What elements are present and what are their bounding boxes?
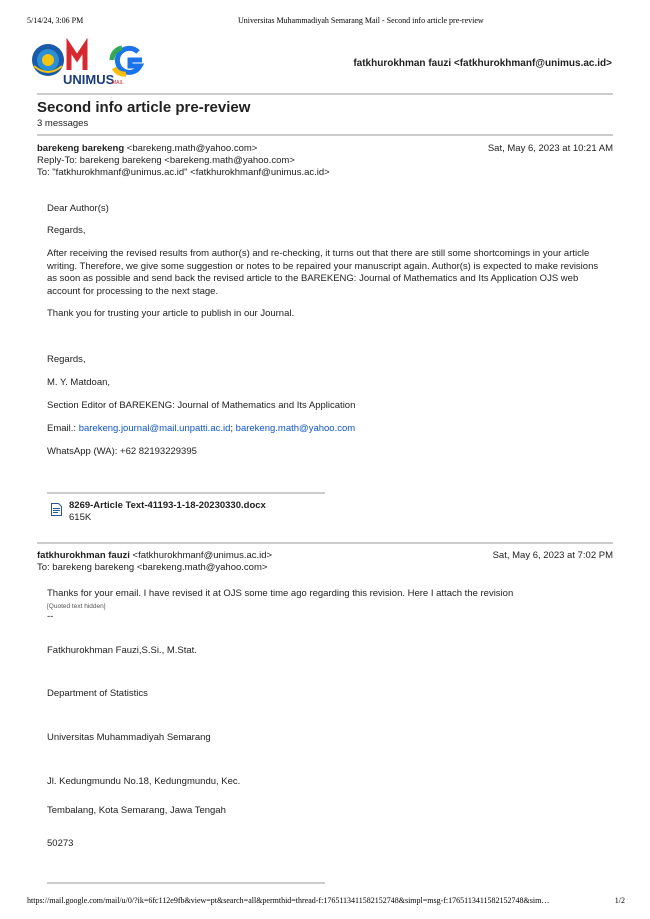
signature-address-1: Jl. Kedungmundu No.18, Kedungmundu, Kec.	[47, 776, 241, 787]
logo-graphic	[30, 38, 150, 88]
editor-role: Section Editor of BAREKENG: Journal of Mathematics and Its Application	[47, 400, 356, 411]
editor-emails	[47, 423, 607, 436]
attachment-divider	[47, 492, 325, 494]
signature-bottom-divider	[47, 882, 325, 884]
message-count: 3 messages	[37, 118, 89, 129]
recipient: To: barekeng barekeng <barekeng.math@yahoo.com>	[37, 562, 268, 573]
message-2-header	[37, 550, 272, 574]
account-address: fatkhurokhman fauzi <fatkhurokhmanf@unimus.ac.id>	[353, 58, 612, 69]
message-2-date: Sat, May 6, 2023 at 7:02 PM	[492, 550, 613, 561]
sender-name: fatkhurokhman fauzi	[37, 550, 130, 561]
subject-divider	[37, 134, 613, 136]
whatsapp-contact: WhatsApp (WA): +62 82193229395	[47, 446, 197, 457]
journal-email-link[interactable]: barekeng.journal@mail.unpatti.ac.id	[78, 423, 231, 434]
signature-address-2: Tembalang, Kota Semarang, Jawa Tengah	[47, 805, 226, 816]
signature-name: Fatkhurokhman Fauzi,S.Si., M.Stat.	[47, 645, 197, 656]
message-1-date: Sat, May 6, 2023 at 10:21 AM	[487, 143, 613, 154]
header-divider	[37, 93, 613, 95]
thread-subject: Second info article pre-review	[37, 99, 251, 116]
page-number: 1/2	[614, 896, 625, 905]
message-1-header	[37, 143, 330, 179]
email-label: Email.:	[47, 423, 77, 434]
print-url: https://mail.google.com/mail/u/0/?ik=6fc112e9fb&view=pt&search=all&permthid=thread-f:1765113411582152748&simpl=msg-f:1765113411582152748&sim…	[27, 896, 550, 905]
email-separator: ;	[230, 423, 234, 434]
message-1-regards-2: Regards,	[47, 354, 86, 365]
signature-department: Department of Statistics	[47, 688, 148, 699]
print-title: Universitas Muhammadiyah Semarang Mail - Second info article pre-review	[238, 16, 484, 25]
sender-email: <barekeng.math@yahoo.com>	[126, 143, 258, 154]
message-2-text: Thanks for your email. I have revised it at OJS some time ago regarding this revision. Here I attach the revision	[47, 588, 514, 599]
print-datetime: 5/14/24, 3:06 PM	[27, 16, 84, 25]
message-1-paragraph: After receiving the revised results from author(s) and re-checking, it turns out that there are still some shortcomings in your article writing. Therefore, we give some suggestion or notes to be repaired your manuscript again. Author(s) is expected to make revisions as soon as possible and send back the revised article to the BAREKENG: Journal of Mathematics and Its Application OJS web account for processing to the next stage.	[47, 248, 599, 297]
word-doc-icon[interactable]	[51, 503, 62, 516]
barekeng-email-link[interactable]: barekeng.math@yahoo.com	[235, 423, 356, 434]
message-1-regards: Regards,	[47, 225, 86, 236]
unimus-mail-logo	[30, 38, 150, 88]
logo-text: UNIMUS	[63, 72, 115, 87]
signature-university: Universitas Muhammadiyah Semarang	[47, 732, 211, 743]
attachment-size: 615K	[69, 512, 92, 523]
attachment-name[interactable]: 8269-Article Text-41193-1-18-20230330.docx	[69, 500, 266, 511]
reply-to: Reply-To: barekeng barekeng <barekeng.math@yahoo.com>	[37, 155, 295, 166]
message-divider	[37, 542, 613, 544]
quoted-text-toggle[interactable]: [Quoted text hidden]	[47, 603, 106, 610]
sender-name: barekeng barekeng	[37, 143, 125, 154]
sender-email: <fatkhurokhmanf@unimus.ac.id>	[132, 550, 273, 561]
signature-postal-code: 50273	[47, 838, 74, 849]
editor-name: M. Y. Matdoan,	[47, 377, 111, 388]
message-1-greeting: Dear Author(s)	[47, 203, 109, 214]
message-1-thanks: Thank you for trusting your article to publish in our Journal.	[47, 308, 295, 319]
recipient: To: "fatkhurokhmanf@unimus.ac.id" <fatkhurokhmanf@unimus.ac.id>	[37, 167, 330, 178]
signature-separator: --	[47, 611, 54, 622]
logo-subtext: MAIL	[112, 80, 124, 86]
